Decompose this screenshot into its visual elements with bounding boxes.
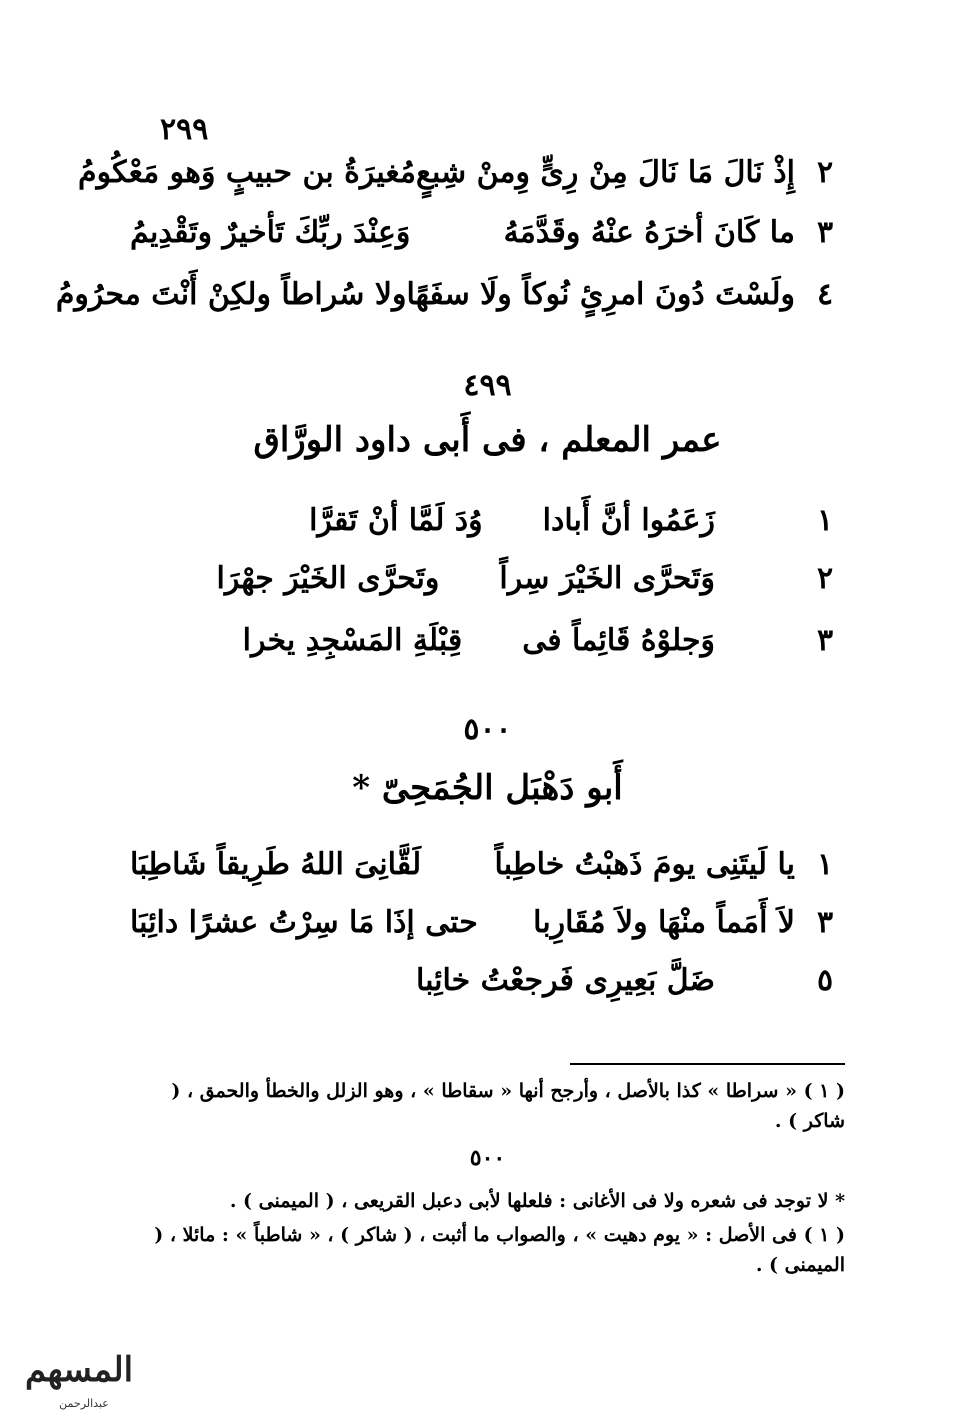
verse-line [130, 842, 845, 886]
verse-second-hemistich: وَعِنْدَ ربِّكَ تَأخيرٌ وتَقْدِيمُ [130, 214, 411, 250]
verse-line [130, 556, 845, 600]
verse-second-hemistich: وتَحرَّى الخَيْرَ جهْرَا [216, 560, 440, 596]
verse-number: ٤ [816, 276, 834, 312]
footnote-star-note: * لا توجد فى شعره ولا فى الأغانى : فلعلها لأبى دعبل القريعى ، ( الميمنى ) . [229, 1190, 845, 1212]
verse-number: ٣ [816, 622, 834, 658]
verse-number: ٢ [816, 560, 834, 596]
verse-number: ١ [816, 502, 834, 538]
verse-second-hemistich: مُغيرَةُ بن حبيبٍ وَهو مَعْكُومُ [78, 154, 416, 190]
page-number: ٢٩٩ [160, 112, 209, 147]
verse-first-hemistich: وَجلوْهُ قَائِماً فى [522, 622, 715, 658]
footnote-section-number: ٥٠٠ [469, 1145, 506, 1171]
verse-second-hemistich: لَقَّانِىَ اللهُ طَرِيقاً شَاطِبَا [130, 846, 422, 882]
verse-first-hemistich: لاَ أَمَماً منْهَا ولاَ مُقَارِبا [533, 904, 795, 940]
verse-second-hemistich: قِبْلَةِ المَسْجِدِ يخرا [242, 622, 463, 658]
svg-text:المسهم: المسهم [24, 1350, 134, 1390]
verse-line [130, 618, 845, 662]
watermark-logo [14, 1335, 144, 1415]
verse-number: ٣ [816, 214, 834, 250]
verse-number: ٣ [816, 904, 834, 940]
poem-title: عمر المعلم ، فى أَبى داود الورَّاق [253, 420, 722, 460]
verse-line [130, 498, 845, 542]
verse-line [78, 150, 845, 194]
verse-first-hemistich: يا لَيتَنِى يومَ ذَهبْتُ خاطِباً [494, 846, 795, 882]
verse-number: ٢ [816, 154, 834, 190]
poem-number: ٥٠٠ [463, 712, 512, 747]
verse-line [55, 272, 845, 316]
footnote: ( ١ ) « سراطا » كذا بالأصل ، وأرجح أنها « سقاطا » ، وهو الزلل والخطأ والحمق ، ( شاكر ) . [171, 1080, 845, 1132]
footnote-divider [570, 1063, 845, 1065]
footnote: ( ١ ) فى الأصل : « يوم دهيت » ، والصواب ما أثبت ، ( شاكر ) ، « شاطباً » : مائلا ، ( الميمنى ) . [154, 1224, 845, 1276]
verse-line [130, 210, 845, 254]
svg-text:عبدالرحمن: عبدالرحمن [59, 1397, 109, 1410]
verse-first-hemistich: وَتَحرَّى الخَيْرَ سِراً [499, 560, 715, 596]
verse-second-hemistich: حتى إذَا مَا سِرْتُ عشرًا دائِبَا [130, 904, 478, 940]
verse-first-hemistich: ما كَانَ أخرَهُ عنْهُ وقَدَّمَهُ [503, 214, 795, 250]
verse-number: ١ [816, 846, 834, 882]
verse-first-hemistich: ضَلَّ بَعِيرِى فَرجعْتُ خائِبا [415, 962, 715, 998]
verse-line [130, 900, 845, 944]
poem-number: ٤٩٩ [463, 368, 512, 403]
verse-first-hemistich: زَعَمُوا أنَّ أَبادا [542, 502, 715, 538]
verse-first-hemistich: ولَسْتَ دُونَ امرِئٍ نُوكاً ولَا سفَهًا [406, 276, 795, 312]
verse-second-hemistich: ولا سُراطاً ولكِنْ أَنْتَ محرُومُ [55, 276, 407, 312]
verse-second-hemistich: وُدَ لَمَّا أنْ تَقرَّا [309, 502, 483, 538]
verse-line [130, 958, 845, 1002]
verse-first-hemistich: إِذْ نَالَ مَا نَالَ مِنْ رِىٍّ وِمنْ شِبعٍ [415, 154, 795, 190]
poem-title: أَبو دَهْبَل الجُمَحِىّ * [352, 768, 623, 808]
verse-number: ٥ [816, 962, 834, 998]
